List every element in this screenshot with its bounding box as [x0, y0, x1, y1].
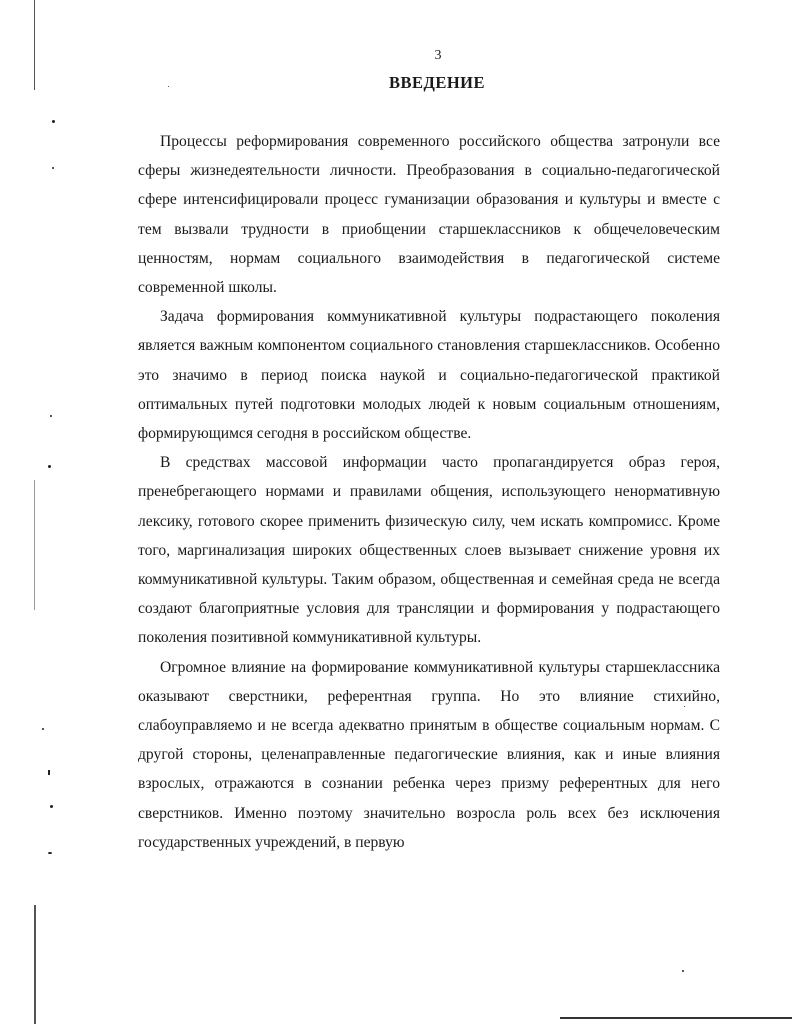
document-body: [138, 127, 720, 857]
scan-dot: [50, 805, 53, 808]
scan-margin-line-middle: [34, 480, 35, 610]
scan-dot: [48, 852, 52, 854]
paragraph-2: Задача формирования коммуникативной культуры подрастающего поколения является важным компонентом социального становления старшеклассников. Особенно это значимо в период поиска наукой и социально-педагогической практикой оптимальных путей подготовки молодых людей к новым социальным отношениям, формирующимся сегодня в российском обществе.: [138, 308, 720, 443]
scan-dot: [52, 167, 54, 169]
scan-dot: [42, 728, 44, 730]
scan-margin-line-bottom: [34, 905, 36, 1024]
page-title: ВВЕДЕНИЕ: [388, 73, 486, 92]
scan-dot: [682, 970, 684, 972]
scan-dot: [50, 415, 52, 417]
page-number: 3: [434, 48, 442, 63]
scan-bottom-edge-line: [560, 1017, 792, 1019]
scan-dot: [48, 770, 50, 775]
paragraph-1: Процессы реформирования современного российского общества затронули все сферы жизнедеятельности личности. Преобразования в социально-педагогической сфере интенсифицировали процесс гуманизации образования и культуры и вместе с тем вызвали трудности в приобщении старшеклассников к общечеловеческим ценностям, нормам социального взаимодействия в педагогической системе современной школы.: [138, 133, 720, 297]
paragraph-4: Огромное влияние на формирование коммуникативной культуры старшеклассника оказывают сверстники, референтная группа. Но это влияние стихийно, слабоуправляемо и не всегда адекватно принятым в обществе социальным нормам. С другой стороны, целенаправленные педагогические влияния, как и иные влияния взрослых, отражаются в сознании ребенка через призму референтных для него сверстников. Именно поэтому значительно возросла роль всех без исключения государственных учреждений, в первую: [138, 658, 720, 851]
scan-dot: [48, 465, 51, 468]
scan-dot: [52, 120, 55, 123]
paragraph-3: В средствах массовой информации часто пропагандируется образ героя, пренебрегающего нормами и правилами общения, использующего ненормативную лексику, готового скорее применить физическую силу, чем искать компромисс. Кроме того, маргинализация широких общественных слоев вызывает снижение уровня их коммуникативной культуры. Таким образом, общественная и семейная среда не всегда создают благоприятные условия для трансляции и формирования у подрастающего поколения позитивной коммуникативной культуры.: [138, 454, 720, 647]
